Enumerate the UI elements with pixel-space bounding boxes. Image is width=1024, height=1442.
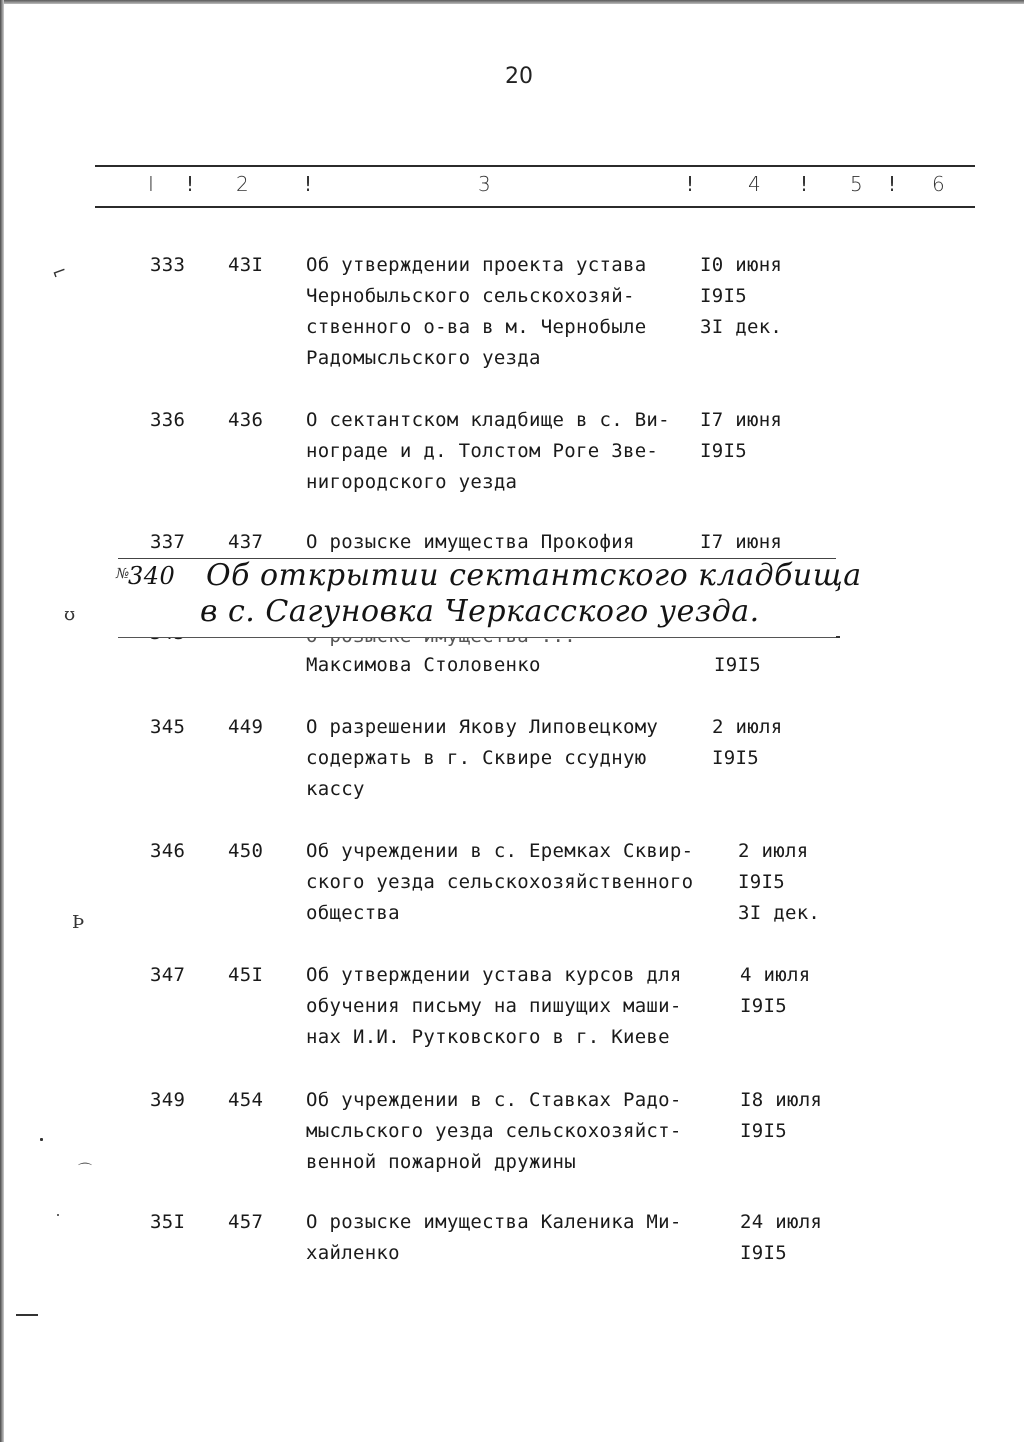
- col-separator: !: [304, 172, 313, 196]
- entry-original-number: 437: [228, 531, 264, 553]
- entry-number: 336: [150, 409, 186, 431]
- margin-ink-mark: [16, 1314, 38, 1316]
- entry-original-number: 436: [228, 409, 264, 431]
- entry-title-line: ственного о-ва в м. Чернобыле: [306, 316, 647, 338]
- scan-speck: [57, 1214, 59, 1216]
- entry-title-line: венной пожарной дружины: [306, 1151, 576, 1173]
- entry-title-line: общества: [306, 902, 400, 924]
- entry-date-line: I9I5: [700, 440, 747, 462]
- entry-title-line: О разрешении Якову Липовецкому: [306, 716, 659, 738]
- entry-title: [306, 650, 706, 681]
- entry-date-line: I9I5: [740, 995, 787, 1017]
- entry-title: [306, 250, 706, 374]
- entry-title: [306, 712, 706, 805]
- col-header-5: 5: [850, 172, 863, 196]
- entry-number: 35I: [150, 1211, 186, 1233]
- entry-title-line: О розыске имущества Каленика Ми-: [306, 1211, 682, 1233]
- header-rule-top: [95, 165, 975, 167]
- entry-title-line: содержать в г. Сквире ссудную: [306, 747, 647, 769]
- entry-date-line: I9I5: [740, 1242, 787, 1264]
- entry-title: [306, 960, 706, 1053]
- entry-original-number: 449: [228, 716, 264, 738]
- entry-title-line: хайленко: [306, 1242, 400, 1264]
- entry-date-line: 3I дек.: [738, 902, 821, 924]
- entry-title-line: нигородского уезда: [306, 471, 518, 493]
- entry-number: 337: [150, 531, 186, 553]
- col-header-4: 4: [748, 172, 761, 196]
- entry-title-line: Чернобыльского сельскохозяй-: [306, 285, 635, 307]
- col-separator: !: [686, 172, 695, 196]
- entry-title-line: Об утверждении проекта устава: [306, 254, 647, 276]
- margin-ink-mark: ⌐: [48, 260, 71, 285]
- margin-ink-mark: ⌒: [78, 1163, 92, 1179]
- entry-number: 349: [150, 1089, 186, 1111]
- entry-number: 346: [150, 840, 186, 862]
- entry-title-line: нах И.И. Рутковского в г. Киеве: [306, 1026, 670, 1048]
- page-number: 20: [505, 64, 533, 89]
- col-separator: !: [888, 172, 897, 196]
- entry-original-number: 450: [228, 840, 264, 862]
- entry-title-line: Об учреждении в с. Ставках Радо-: [306, 1089, 682, 1111]
- entry-title: [306, 405, 706, 498]
- handwritten-number-mark: №: [116, 566, 130, 582]
- col-header-6: 6: [932, 172, 945, 196]
- page-edge-top: [0, 0, 1024, 4]
- entry-date-line: 2 июля: [712, 716, 783, 738]
- margin-ink-mark: Ϸ: [72, 912, 85, 933]
- entry-original-number: 43I: [228, 254, 264, 276]
- page-edge-left: [0, 0, 4, 1442]
- entry-title-line: ноградe и д. Толстом Роге Зве-: [306, 440, 659, 462]
- entry-title-line: мысльского уезда сельскохозяйст-: [306, 1120, 682, 1142]
- entry-date-line: I9I5: [740, 1120, 787, 1142]
- entry-title: [306, 1207, 706, 1269]
- entry-dates: [738, 836, 820, 929]
- entry-dates: [714, 650, 761, 681]
- entry-date-line: I9I5: [700, 285, 747, 307]
- col-header-2: 2: [236, 172, 249, 196]
- handwritten-title-line: Об открытии сектантского кладбища: [206, 558, 862, 593]
- entry-dates: [700, 405, 782, 467]
- entry-title-line: Об учреждении в с. Еремках Сквир-: [306, 840, 694, 862]
- header-rule-bottom: [95, 206, 975, 208]
- entry-date-line: I7 июня: [700, 409, 783, 431]
- entry-dates: [740, 1085, 822, 1147]
- entry-title-line: Об утверждении устава курсов для: [306, 964, 682, 986]
- scan-speck: [40, 1138, 43, 1141]
- col-separator: !: [186, 172, 195, 196]
- handwritten-title-line: в с. Сагуновка Черкасского уезда.: [200, 594, 760, 629]
- entry-dates: [700, 527, 782, 558]
- entry-title-line: Радомысльского уезда: [306, 347, 541, 369]
- entry-original-number: 454: [228, 1089, 264, 1111]
- entry-date-line: I9I5: [712, 747, 759, 769]
- entry-number: 347: [150, 964, 186, 986]
- entry-original-number: 45I: [228, 964, 264, 986]
- col-header-3: 3: [478, 172, 491, 196]
- col-header-1: I: [148, 172, 154, 196]
- entry-title-line: Максимова Столовенко: [306, 654, 541, 676]
- entry-dates: [740, 1207, 822, 1269]
- entry-date-line: I0 июня: [700, 254, 783, 276]
- entry-title: [306, 527, 706, 558]
- entry-title-line: О сектантском кладбище в с. Ви-: [306, 409, 670, 431]
- entry-title-line: кассу: [306, 778, 365, 800]
- entry-title-line: ского уезда сельскохозяйственного: [306, 871, 694, 893]
- handwritten-entry-number: 340: [128, 562, 176, 590]
- entry-date-line: 4 июля: [740, 964, 811, 986]
- entry-dates: [712, 712, 782, 774]
- entry-date-line: I9I5: [714, 654, 761, 676]
- entry-title-line: обучения письму на пишущих маши-: [306, 995, 682, 1017]
- entry-date-line: I8 июля: [740, 1089, 823, 1111]
- entry-dates: [740, 960, 810, 1022]
- entry-date-line: I9I5: [738, 871, 785, 893]
- entry-date-line: 3I дек.: [700, 316, 783, 338]
- entry-number: 333: [150, 254, 186, 276]
- entry-dates: [700, 250, 782, 343]
- entry-date-line: I7 июня: [700, 531, 783, 553]
- entry-date-line: 2 июля: [738, 840, 809, 862]
- margin-ink-mark: ʊ: [64, 604, 76, 625]
- entry-original-number: 457: [228, 1211, 264, 1233]
- col-separator: !: [800, 172, 809, 196]
- entry-date-line: 24 июля: [740, 1211, 823, 1233]
- entry-number: 345: [150, 716, 186, 738]
- entry-title: [306, 836, 706, 929]
- entry-title: [306, 1085, 706, 1178]
- entry-title-line: О розыске имущества Прокофия: [306, 531, 635, 553]
